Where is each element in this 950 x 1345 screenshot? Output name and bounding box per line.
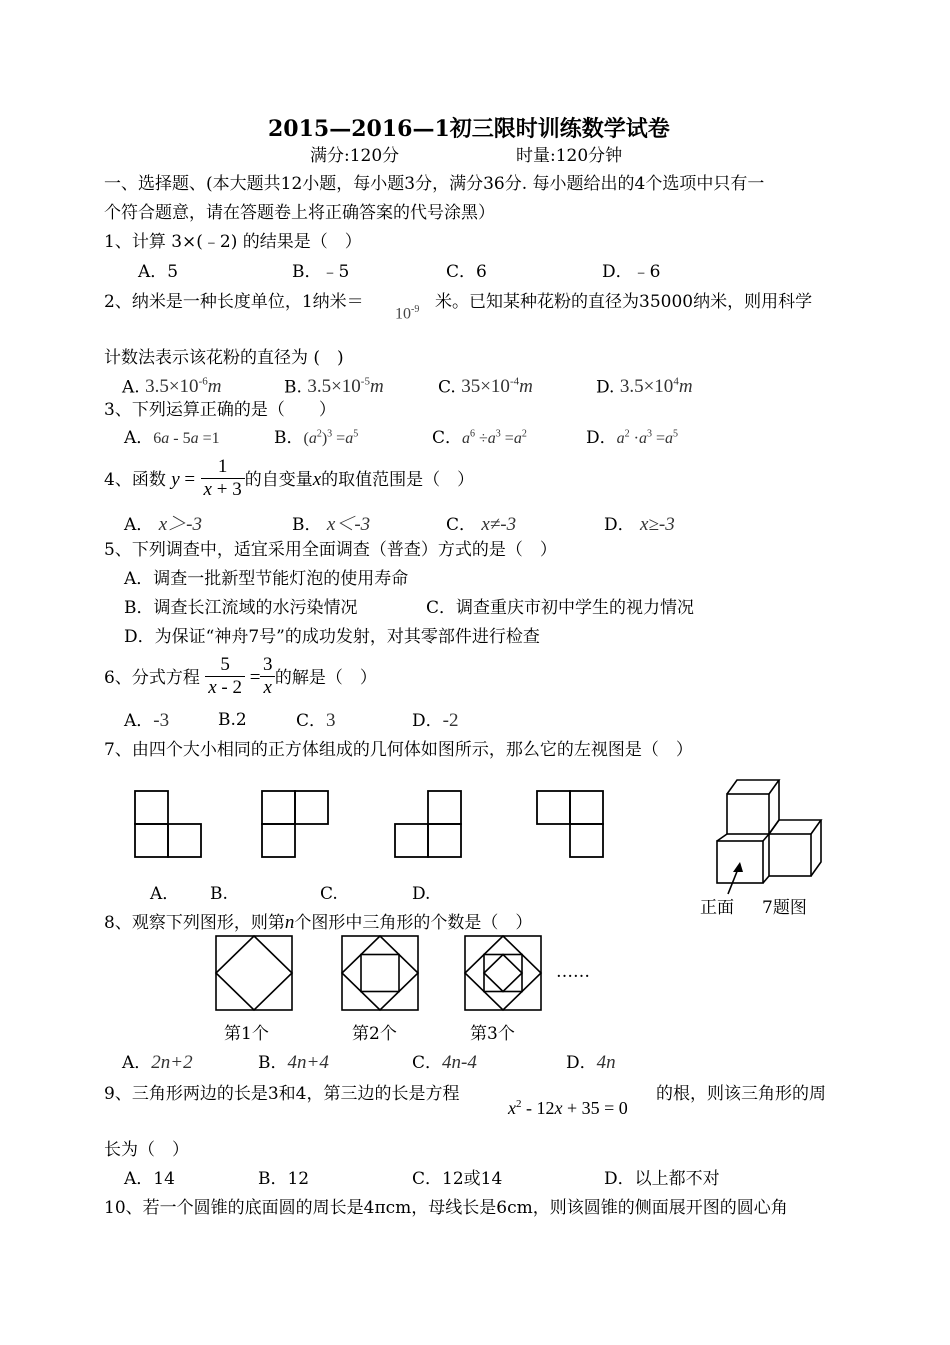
q7-label-b: B.	[210, 884, 228, 904]
q4-option-d: D． x≥-3	[604, 514, 675, 535]
q3-stem: 3、下列运算正确的是（ ）	[104, 400, 336, 420]
q3-option-c: C．$a^6 \div a^3 =a^2$	[432, 428, 527, 448]
q8-stem: 8、观察下列图形，则第n个图形中三角形的个数是（ ）	[104, 912, 533, 933]
q8-figure-3	[465, 936, 541, 1010]
q3-option-a: A．6a - 5a =1	[124, 428, 220, 448]
q9-stem-c: 长为（ ）	[104, 1140, 189, 1160]
q8-option-b: B．4n+4	[258, 1052, 329, 1073]
q7-figure-a	[135, 791, 201, 857]
q6-option-c: C．3	[296, 710, 336, 731]
q7-figure-d	[537, 791, 603, 857]
q8-fig-label-2: 第2个	[352, 1024, 397, 1044]
q7-figure-caption: 7题图	[762, 898, 807, 918]
q3-option-b: B．$(a^2)^3 =a^5$	[274, 428, 359, 448]
q5-option-c: C．调查重庆市初中学生的视力情况	[426, 598, 695, 618]
q7-cube-solid	[717, 780, 821, 894]
q6-option-d: D．-2	[412, 710, 459, 731]
q8-figure-1	[216, 936, 292, 1010]
q6-stem: 6、分式方程 $\frac{5}{x - 2}$ = $\frac{3}{x}$ 的解是（ ）	[104, 654, 377, 698]
q4-stem: 4、函数 y = $\frac{1}{x + 3}$ 的自变量x的取值范围是（ ）	[104, 456, 475, 500]
q9-equation: $x^2 - 12x + 35 = 0$	[508, 1098, 628, 1118]
q7-front-label: 正面	[700, 898, 734, 918]
section-instructions: 一、选择题、(本大题共12小题，每小题3分，满分36分. 每小题给出的4个选项中只有一	[104, 174, 765, 194]
q8-figure-2	[342, 936, 418, 1010]
q2-nanometer-power: $10^{-9}$	[395, 304, 420, 323]
q8-option-d: D．4n	[566, 1052, 616, 1073]
q1-option-c: C．6	[446, 262, 487, 282]
q4-option-c: C． x≠-3	[446, 514, 517, 535]
q8-ellipsis: ……	[556, 962, 590, 982]
q7-label-a: A．	[150, 884, 180, 904]
q2-option-d: D. $3.5\times 10^4m$	[596, 376, 693, 398]
q9-option-b: B．12	[258, 1169, 310, 1189]
full-score: 满分:120分	[310, 146, 400, 166]
q1-stem: 1、计算 3×(﹣2) 的结果是（ ）	[104, 232, 362, 252]
q2-stem-c: 计数法表示该花粉的直径为 ( )	[104, 348, 344, 368]
q10-stem: 10、若一个圆锥的底面圆的周长是4πcm，母线长是6cm，则该圆锥的侧面展开图的圆心角	[104, 1198, 788, 1218]
q4-option-b: B． x＜-3	[292, 514, 371, 535]
q3-option-d: D．$a^2 \cdot a^3 =a^5$	[586, 428, 678, 448]
q5-option-d: D．为保证“神舟7号”的成功发射，对其零部件进行检查	[124, 627, 540, 647]
q9-option-d: D．以上都不对	[604, 1169, 720, 1189]
q7-label-c: C.	[320, 884, 338, 904]
q8-option-c: C．4n-4	[412, 1052, 477, 1073]
q2-stem-b: 米。已知某种花粉的直径为35000纳米，则用科学	[435, 292, 813, 312]
q7-figure-c	[395, 791, 461, 857]
q7-label-d: D.	[412, 884, 431, 904]
q5-option-a: A．调查一批新型节能灯泡的使用寿命	[124, 569, 409, 589]
q8-option-a: A．2n+2	[122, 1052, 193, 1073]
q4-fraction: $\frac{1}{x + 3}$	[201, 456, 245, 501]
q6-option-b: B.2	[218, 710, 247, 730]
q8-fig-label-1: 第1个	[224, 1024, 269, 1044]
q4-option-a: A． x＞-3	[124, 514, 202, 535]
q5-stem: 5、下列调查中，适宜采用全面调查（普查）方式的是（ ）	[104, 540, 557, 560]
q9-stem-a: 9、三角形两边的长是3和4，第三边的长是方程	[104, 1084, 460, 1104]
q1-option-d: D．﹣6	[602, 262, 661, 282]
page-title: 2015—2016—1初三限时训练数学试卷	[268, 116, 670, 142]
q9-option-a: A．14	[124, 1169, 175, 1189]
q9-stem-b: 的根，则该三角形的周	[656, 1084, 826, 1104]
q2-stem-a: 2、纳米是一种长度单位，1纳米＝	[104, 292, 364, 312]
q2-option-b: B. $3.5\times 10^{-5}m$	[284, 376, 384, 398]
q2-option-a: A. $3.5\times 10^{-6}m$	[122, 376, 222, 398]
q1-option-b: B．﹣5	[292, 262, 350, 282]
section-instructions-2: 个符合题意，请在答题卷上将正确答案的代号涂黑）	[104, 203, 495, 223]
q8-fig-label-3: 第3个	[470, 1024, 515, 1044]
q7-stem: 7、由四个大小相同的正方体组成的几何体如图所示，那么它的左视图是（ ）	[104, 740, 693, 760]
q2-option-c: C. $35\times 10^{-4}m$	[438, 376, 533, 398]
q5-option-b: B．调查长江流域的水污染情况	[124, 598, 358, 618]
q6-option-a: A．-3	[124, 710, 170, 731]
q9-option-c: C．12或14	[412, 1169, 503, 1189]
q7-figure-b	[262, 791, 328, 857]
time-limit: 时量:120分钟	[516, 146, 623, 166]
q1-option-a: A．5	[138, 262, 179, 282]
